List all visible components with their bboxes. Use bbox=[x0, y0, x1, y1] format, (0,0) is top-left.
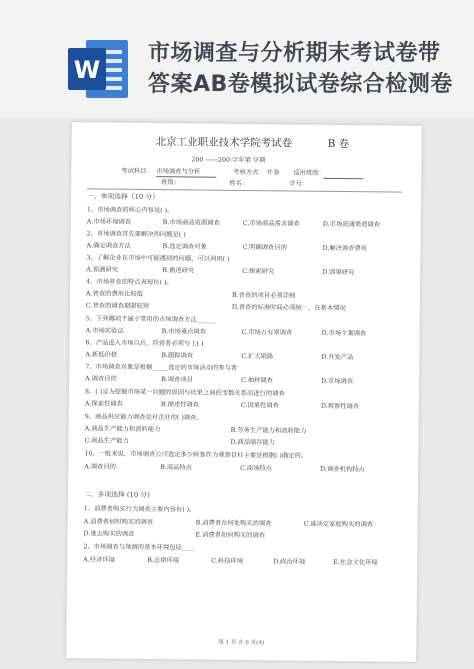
class-field-label: 班级： bbox=[161, 179, 181, 187]
multi-question-2: 2、市场调查与预测的基本环境包括____ bbox=[83, 543, 195, 552]
question-10: 10、一般来说，市场调查公司选定多少顾客作为观察目标主要是根据( )确定的。 bbox=[84, 450, 308, 460]
subject-value: 市场调查与分析 bbox=[156, 168, 201, 176]
page-footer: 第 1 页 共 6 页(A) bbox=[218, 639, 265, 647]
q4-option-b: B.普查的项目必须详细 bbox=[231, 291, 296, 300]
subject-label: 考试科目： bbox=[121, 167, 153, 176]
q2-option-a: A.确定调查方法 bbox=[86, 242, 131, 250]
section-single-choice: 一、单项选择（10 分） bbox=[86, 192, 160, 202]
q1-option-b: B.市场商品资源调查 bbox=[162, 219, 220, 227]
q4-option-a: A.普查的费用比较低 bbox=[85, 290, 143, 298]
exam-paper bbox=[66, 122, 422, 662]
q5-option-a: A.市场实验法 bbox=[85, 327, 124, 335]
q9-option-d: D.商品储存能力 bbox=[230, 438, 276, 447]
m1-option-e: E.消费者如何购买的调查 bbox=[195, 531, 266, 540]
m1-option-d: D.谁去购买的调查 bbox=[83, 530, 135, 538]
applicable-class-label: 适用班级： bbox=[293, 169, 325, 177]
q5-option-b: B.市场重点调查 bbox=[161, 328, 207, 336]
question-7: 7、市场调查对象是根据_____选定的市场活动的参与者 bbox=[85, 363, 238, 372]
q7-option-a: A.调查目的 bbox=[85, 375, 117, 383]
q9-option-b: B.劳务生产能力和流转能力 bbox=[230, 426, 307, 435]
question-6: 6、产品进入市场以后，经营者必须与上( ) bbox=[85, 339, 204, 348]
student-id-label: 学号： bbox=[289, 180, 309, 188]
q8-option-a: A.探索性调查 bbox=[84, 400, 123, 408]
exam-volume: B 卷 bbox=[327, 137, 350, 151]
q10-option-c: C.商场特点 bbox=[240, 464, 273, 473]
q1-option-c: C.市场商品需求调查 bbox=[242, 219, 300, 228]
q3-option-d: D.因果研究 bbox=[322, 268, 355, 277]
q8-option-c: C.因果性调查 bbox=[240, 401, 279, 410]
q10-option-b: B.商品特点 bbox=[160, 464, 193, 472]
q9-option-a: A.商品生产能力和流转能力 bbox=[84, 425, 161, 434]
question-2: 2、市场调查首先要解决的问题是( ) bbox=[86, 230, 186, 239]
q7-option-d: D.市场调查 bbox=[321, 377, 354, 386]
q2-option-d: D.解决调查费用 bbox=[322, 244, 368, 253]
q6-option-a: A.新低价格 bbox=[85, 351, 118, 359]
q10-option-a: A.调查目的 bbox=[84, 463, 116, 471]
m2-option-a: A.经济环境 bbox=[83, 556, 116, 564]
school-name: 北京工业职业技术学院考试卷 bbox=[155, 136, 293, 150]
q4-option-c: C.普查的调查期限较短 bbox=[85, 302, 150, 311]
subject-underline bbox=[156, 176, 216, 178]
question-1: 1、市场调查的核心内容是( )。 bbox=[86, 206, 174, 215]
q8-option-b: B.描述性调查 bbox=[160, 401, 200, 409]
question-3: 3、了解企业在市场中可能遇到的问题，可以利用( ) bbox=[86, 254, 230, 263]
question-8: 8、( )是为挖掘市场某一问题的原因与结果之间的变数关系而进行的调查 bbox=[84, 388, 285, 398]
q2-option-b: B.选定调查对象 bbox=[162, 243, 207, 251]
q3-option-c: C.探索研究 bbox=[242, 267, 275, 276]
banner-title bbox=[148, 38, 468, 100]
m1-option-a: A.消费者何时购买的调查 bbox=[83, 518, 154, 527]
svg-text:W: W bbox=[73, 56, 101, 84]
m2-option-c: C.科技环境 bbox=[211, 557, 244, 565]
q6-option-d: D.开发产品 bbox=[321, 353, 354, 362]
question-9: 9、商品供应能力调查是对企业的( )调查。 bbox=[84, 413, 203, 422]
section-multiple-choice: 二、多项选择 (10 分) bbox=[83, 490, 150, 500]
question-5: 5、下列哪项不属于常用的市场调查方法______ bbox=[85, 315, 216, 324]
q5-option-d: D.市场个案调查 bbox=[321, 329, 367, 338]
multi-question-1: 1、消费者购买行为调查主要内容有( )。 bbox=[83, 505, 196, 514]
m2-option-e: E.社会文化环境 bbox=[333, 558, 378, 567]
q3-option-b: B.描述研究 bbox=[162, 267, 195, 275]
q10-option-d: D.调查机构特点 bbox=[320, 465, 365, 474]
banner bbox=[0, 0, 474, 118]
q6-option-b: B.跟踪调查 bbox=[161, 352, 194, 360]
q6-option-c: C.扩大销路 bbox=[241, 352, 274, 361]
class-underline bbox=[323, 178, 363, 179]
m1-option-b: B.消费者在何处购买的调查 bbox=[195, 519, 272, 528]
student-name-label: 姓名： bbox=[229, 179, 249, 188]
question-4: 4、市场普查的特点表现在( )。 bbox=[86, 278, 173, 287]
q2-option-c: C.明确调查目的 bbox=[242, 243, 287, 252]
q1-option-a: A.市场环境调查 bbox=[86, 218, 132, 226]
exam-method: 考核方式： 开卷 bbox=[233, 168, 280, 177]
m1-option-c: C.谁决定家庭购买的调查 bbox=[303, 520, 374, 529]
banner-title-line1: 市场调查与分析期末考试卷带 bbox=[148, 41, 441, 66]
m2-option-b: B.法律环境 bbox=[147, 556, 180, 565]
m2-option-d: D.政治环境 bbox=[273, 558, 306, 566]
academic-year: 200 ——200 学年第 学期 bbox=[191, 156, 266, 165]
q9-option-c: C.商品生产能力 bbox=[84, 437, 129, 445]
banner-title-line2: 答案AB卷模拟试卷综合检测卷 bbox=[148, 72, 453, 97]
word-document-icon bbox=[66, 36, 132, 102]
q5-option-c: C.市场占有率调查 bbox=[241, 328, 293, 337]
q7-option-b: B.调查项目 bbox=[161, 376, 193, 384]
q7-option-c: C.抽样调查 bbox=[241, 376, 273, 385]
q4-option-d: D.普查的标准时间必须统一，在基本情况 bbox=[231, 303, 346, 313]
q3-option-a: A.预测研究 bbox=[86, 266, 119, 274]
q1-option-d: D.市场流通渠道调查 bbox=[322, 220, 380, 229]
q8-option-d: D.观察性调查 bbox=[320, 402, 360, 411]
